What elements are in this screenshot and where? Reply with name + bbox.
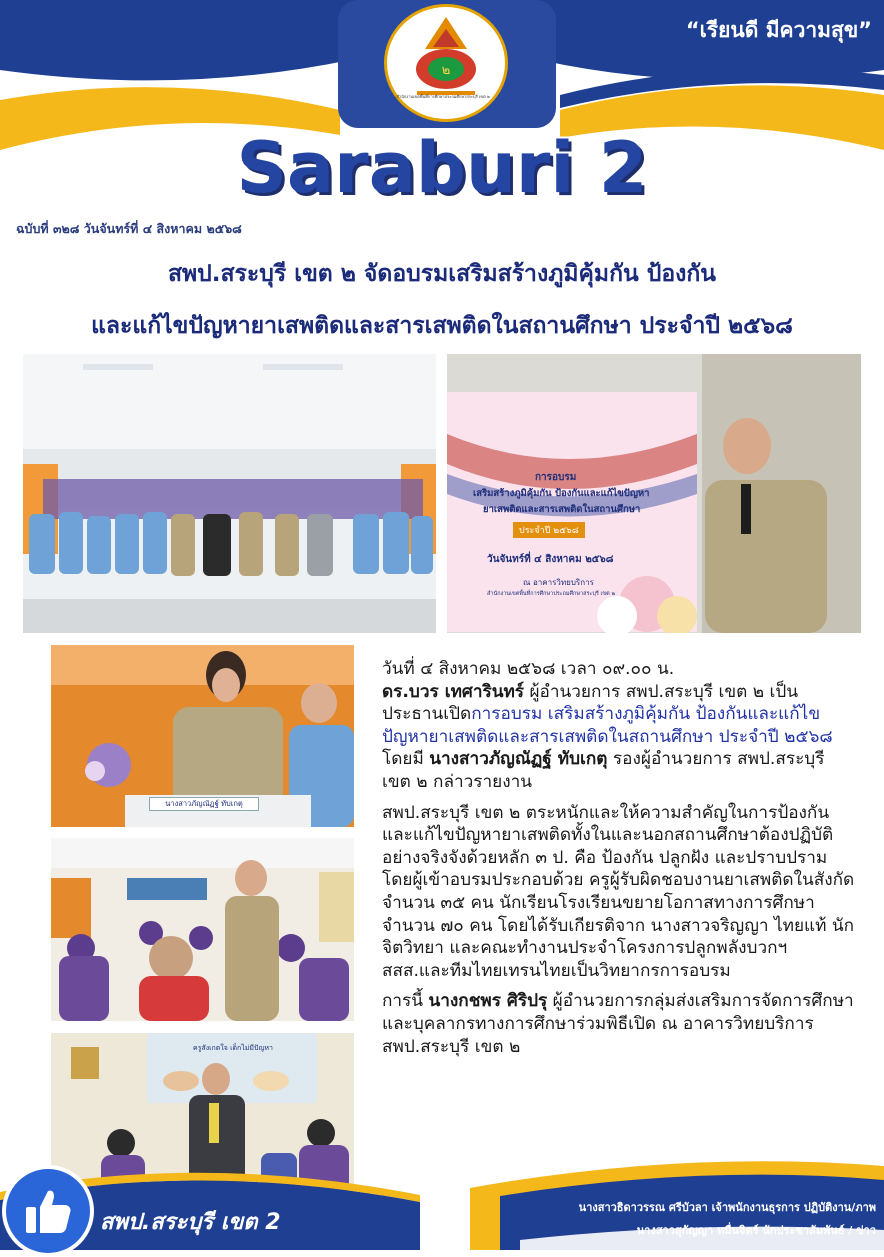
headline-line-1: สพป.สระบุรี เขต ๒ จัดอบรมเสริมสร้างภูมิคุ้มกัน ป้องกัน: [167, 261, 717, 287]
article-body: [382, 658, 856, 1066]
group-photo: [23, 354, 436, 633]
slide-heading: การอบรม: [535, 472, 577, 483]
attendance-intro: การนี้: [382, 991, 429, 1012]
director-role: ผู้อำนวยการ สพป.สระบุรี เขต ๒ เป็นประธานเปิด: [382, 681, 799, 725]
event-time: วันที่ ๔ สิงหาคม ๒๕๖๘ เวลา ๐๙.๐๐ น.: [382, 659, 675, 679]
podium-sign: นางสาวภัญณัฏฐ์ ทับเกตุ: [149, 797, 259, 811]
slide-year: ประจำปี ๒๕๖๘: [513, 522, 585, 538]
slide-venue: ณ อาคารวิทยบริการ: [523, 578, 594, 587]
office-logo: [384, 4, 508, 122]
brand-title: Saraburi 2: [236, 127, 648, 209]
connector-text: โดยมี: [382, 749, 430, 770]
svg-text:๒: ๒: [441, 63, 451, 78]
group-director-role: ผู้อำนวยการกลุ่มส่งเสริมการจัดการศึกษาและบุคลากรทางการศึกษาร่วมพิธีเปิด ณ อาคารวิทยบริการ สพป.สระบุรี เขต ๒: [382, 991, 854, 1057]
deputy-role: รองผู้อำนวยการ สพป.สระบุรี เขต ๒ กล่าวรายงาน: [382, 749, 825, 792]
psychologist-photo: [51, 838, 354, 1021]
photo-credit: นางสาวธิดาวรรณ ศรีบัวลา เจ้าพนักงานธุรการ ปฏิบัติงาน/ภาพ: [578, 1201, 876, 1214]
article-paragraph-2: สพป.สระบุรี เขต ๒ ตระหนักและให้ความสำคัญในการป้องกันและแก้ไขปัญหายาเสพติดทั้งในและนอกสถานศึกษาต้องปฏิบัติอย่างจริงจังด้วยหลัก ๓ ป. คือ ป้องกัน ปลูกฝัง และปราบปราม โดยผู้เข้าอบรมประกอบด้วย ครูผู้รับผิดชอบงานยาเสพติดในสังกัด จำนวน ๓๕ คน นักเรียนโรงเรียนขยายโอกาสทางการศึกษา จำนวน ๗๐ คน โดยได้รับเกียรติจาก นางสาวจริญญา ไทยแท้ นักจิตวิทยา และคณะทำงานประจำโครงการปลูกพลังบวกฯ สสส.และทีมไทยเทรนไทยเป็นวิทยากรการอบรม: [382, 802, 855, 981]
slide-venue-2: สำนักงานเขตพื้นที่การศึกษาประถมศึกษาสระบุรี เขต ๒: [487, 591, 616, 597]
slide-line-1: เสริมสร้างภูมิคุ้มกัน ป้องกันและแก้ไขปัญหา: [473, 488, 650, 499]
like-icon: [2, 1165, 94, 1257]
slogan: “เรียนดี มีความสุข”: [685, 18, 872, 42]
slide-date: วันจันทร์ที่ ๔ สิงหาคม ๒๕๖๘: [487, 554, 614, 565]
logo-caption: สำนักงานเขตพื้นที่การศึกษาประถมศึกษาสระบุรี เขต ๒: [396, 94, 490, 99]
article-paragraph-3: [382, 990, 856, 1058]
speaker-photo: [447, 354, 861, 633]
footer-page-label: สพป.สระบุรี เขต 2: [100, 1210, 281, 1235]
poster-text: ครูสังเกตใจ เด็กไม่มีปัญหา: [193, 1044, 273, 1052]
director-name: ดร.บวร เทศารินทร์: [382, 681, 525, 702]
issue-date: ฉบับที่ ๓๒๘ วันจันทร์ที่ ๔ สิงหาคม ๒๕๖๘: [16, 221, 242, 236]
report-speaker-photo: [51, 645, 354, 827]
group-director-name: นางกชพร ศิริปรุ: [428, 991, 548, 1012]
news-credit: นางสาวสุกัญญา หมื่นจิตร์ นักประชาสัมพันธ์ / ข่าว: [636, 1224, 876, 1237]
deputy-name: นางสาวภัญณัฏฐ์ ทับเกตุ: [429, 749, 608, 770]
event-name: การอบรม เสริมสร้างภูมิคุ้มกัน ป้องกันและแก้ไขปัญหายาเสพติดและสารเสพติดในสถานศึกษา ประจำปี ๒๕๖๘: [382, 704, 833, 747]
article-paragraph-1: [382, 658, 856, 794]
slide-line-2: ยาเสพติดและสารเสพติดในสถานศึกษา: [483, 504, 641, 515]
headline-line-2: และแก้ไขปัญหายาเสพติดและสารเสพติดในสถานศึกษา ประจำปี ๒๕๖๘: [91, 313, 793, 339]
